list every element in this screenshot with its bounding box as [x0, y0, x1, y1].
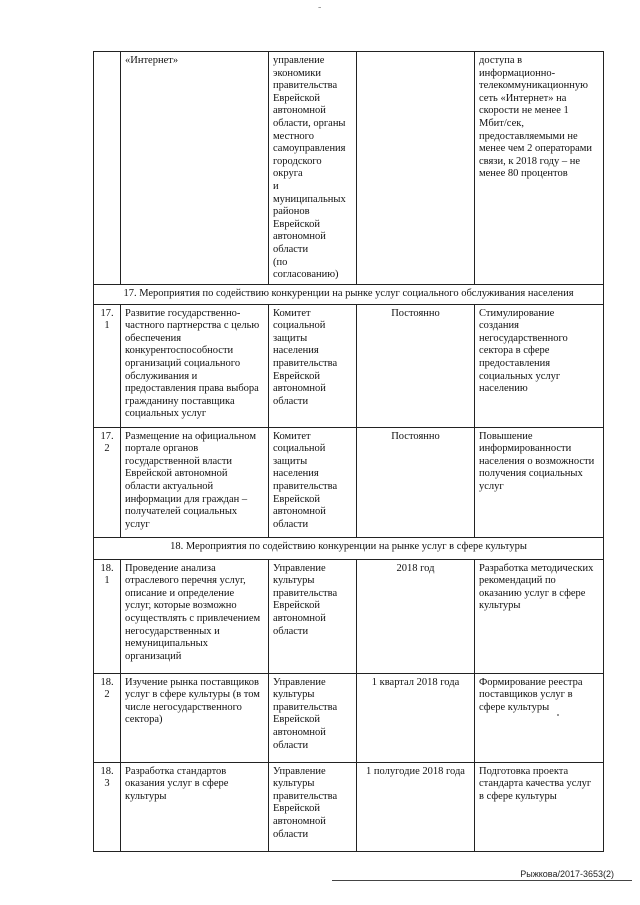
- row-number: [94, 52, 121, 285]
- deadline-cell: [357, 52, 475, 285]
- event-cell: Развитие государственно- частного партнерства с целью обеспечения конкурентоспособности организаций социального обслуживания и предоставления права выбора гражданину поставщика социальных услуг: [121, 304, 269, 427]
- table-row: [94, 304, 604, 427]
- page-top-mark: -: [318, 2, 322, 13]
- executor-cell: Управление культуры правительства Еврейской автономной области: [269, 559, 357, 673]
- executor-cell: управление экономики правительства Еврейской автономной области, органы местного самоуправления городского округа и муниципальных районов Еврейской автономной области (по согласованию): [269, 52, 357, 285]
- row-number: 17.2: [94, 427, 121, 537]
- executor-cell: Управление культуры правительства Еврейской автономной области: [269, 673, 357, 762]
- deadline-cell: Постоянно: [357, 304, 475, 427]
- result-cell: Формирование реестра поставщиков услуг в сфере культуры: [475, 673, 604, 762]
- section-row: [94, 284, 604, 304]
- event-cell: «Интернет»: [121, 52, 269, 285]
- event-cell: Изучение рынка поставщиков услуг в сфере культуры (в том числе негосударственного сектора): [121, 673, 269, 762]
- result-cell: Разработка методических рекомендаций по оказанию услуг в сфере культуры: [475, 559, 604, 673]
- table-row: [94, 673, 604, 762]
- deadline-cell: 2018 год: [357, 559, 475, 673]
- bottom-rule: [332, 880, 632, 881]
- row-number: 18.2: [94, 673, 121, 762]
- table-row: [94, 559, 604, 673]
- table-row: [94, 762, 604, 851]
- executor-cell: Комитет социальной защиты населения правительства Еврейской автономной области: [269, 427, 357, 537]
- measures-table: [93, 51, 604, 852]
- row-number: 18.1: [94, 559, 121, 673]
- row-number: 18.3: [94, 762, 121, 851]
- section-title: 17. Мероприятия по содействию конкуренции на рынке услуг социального обслуживания населения: [94, 284, 604, 304]
- table-row: [94, 52, 604, 285]
- deadline-cell: 1 полугодие 2018 года: [357, 762, 475, 851]
- section-title: 18. Мероприятия по содействию конкуренции на рынке услуг в сфере культуры: [94, 537, 604, 559]
- deadline-cell: 1 квартал 2018 года: [357, 673, 475, 762]
- row-number: 17.1: [94, 304, 121, 427]
- executor-cell: Комитет социальной защиты населения правительства Еврейской автономной области: [269, 304, 357, 427]
- result-cell: Подготовка проекта стандарта качества услуг в сфере культуры: [475, 762, 604, 851]
- event-cell: Размещение на официальном портале органов государственной власти Еврейской автономной области актуальной информации для граждан – получателей социальных услуг: [121, 427, 269, 537]
- section-row: [94, 537, 604, 559]
- result-cell: доступа в информационно- телекоммуникационную сеть «Интернет» на скорости не менее 1 Мбит/сек, предоставляемыми не менее чем 2 операторами связи, к 2018 году – не менее 80 процентов: [475, 52, 604, 285]
- result-cell: Стимулирование создания негосударственного сектора в сфере предоставления социальных услуг населению: [475, 304, 604, 427]
- scan-speck: [557, 714, 559, 716]
- document-code: Рыжкова/2017-3653(2): [520, 869, 614, 879]
- result-cell: Повышение информированности населения о возможности получения социальных услуг: [475, 427, 604, 537]
- executor-cell: Управление культуры правительства Еврейской автономной области: [269, 762, 357, 851]
- event-cell: Разработка стандартов оказания услуг в сфере культуры: [121, 762, 269, 851]
- event-cell: Проведение анализа отраслевого перечня услуг, описание и определение услуг, которые возможно осуществлять с привлечением негосударственных и немуниципальных организаций: [121, 559, 269, 673]
- deadline-cell: Постоянно: [357, 427, 475, 537]
- table-row: [94, 427, 604, 537]
